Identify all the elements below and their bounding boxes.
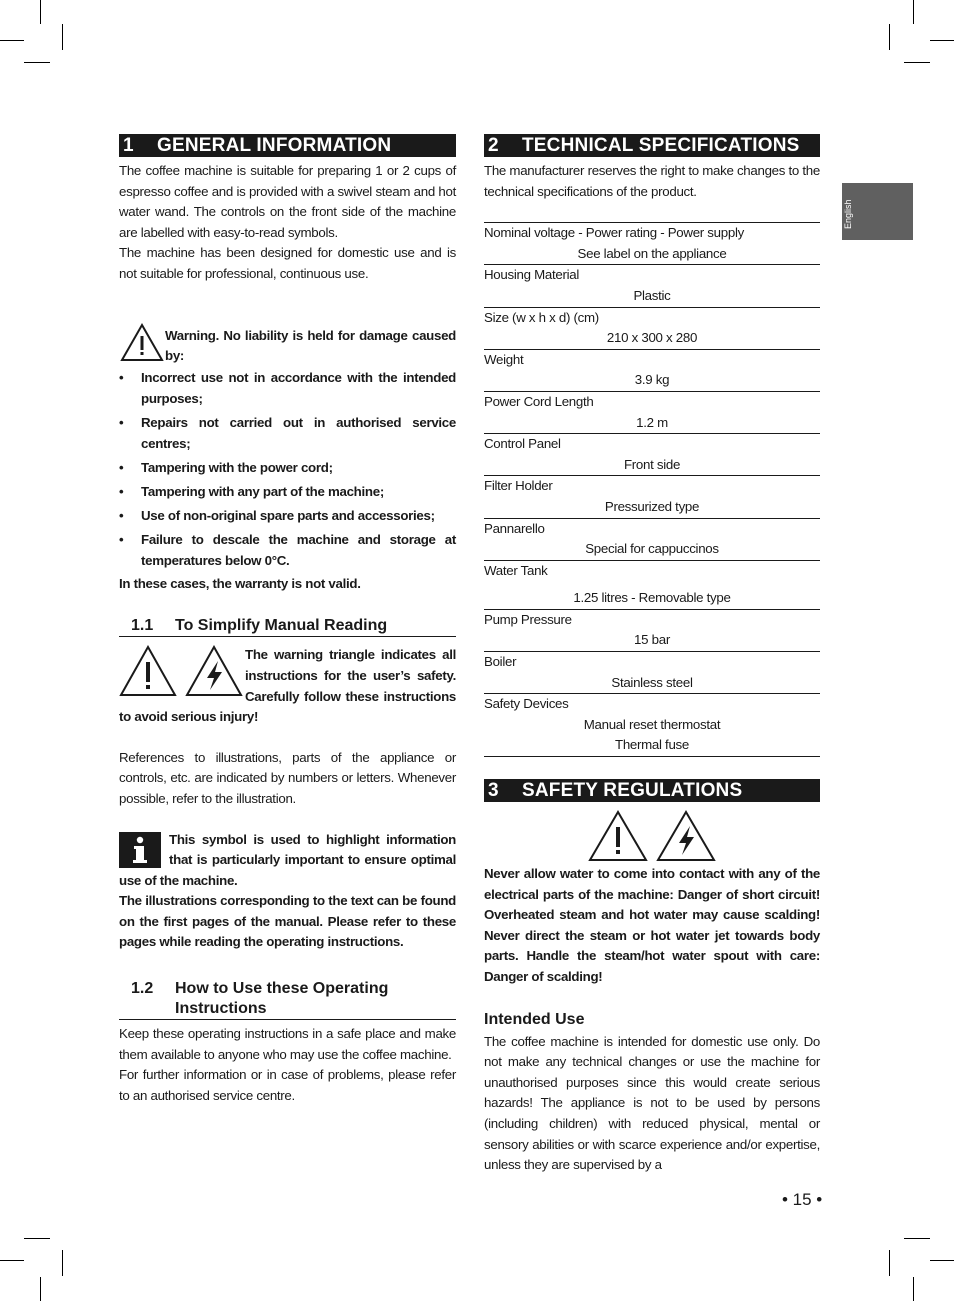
domestic-use-paragraph: The machine has been designed for domestic use and is not suitable for professional, continuous use. <box>119 245 456 281</box>
warning-triangle-icon <box>588 810 648 862</box>
list-item: • Incorrect use not in accordance with the intended purposes; <box>119 367 456 409</box>
triangle-block <box>119 645 456 727</box>
warning-title: Warning. No liability is held for damage caused by: <box>165 327 456 364</box>
section-3-heading: 3 SAFETY REGULATIONS <box>484 779 820 802</box>
table-row: Pump Pressure 15 bar <box>484 609 820 651</box>
page-number: • 15 • <box>782 1190 823 1209</box>
service-centre-paragraph: For further information or in case of problems, please refer to an authorised service centre. <box>119 1067 456 1103</box>
warning-triangle-icon <box>119 645 177 697</box>
table-row: Nominal voltage - Power rating - Power supply See label on the appliance <box>484 222 820 264</box>
table-row: Weight 3.9 kg <box>484 349 820 391</box>
safety-warning-text: Never allow water to come into contact with any of the electrical parts of the machine: Danger of short circuit! Overheated steam and hot water may cause scalding! Never direct the steam or hot water jet towards body parts. Handle the steam/hot water spout with care: Danger of scalding! <box>484 866 820 984</box>
table-row: Housing Material Plastic <box>484 264 820 306</box>
warning-block <box>119 326 456 367</box>
warning-list <box>119 367 456 571</box>
list-item: • Use of non-original spare parts and accessories; <box>119 505 456 526</box>
table-row: Size (w x h x d) (cm) 210 x 300 x 280 <box>484 307 820 349</box>
safety-instruction-text: The warning triangle indicates all instructions for the user’s safety. Carefully follow these instructions to avoid serious injury! <box>119 647 456 725</box>
list-item: • Tampering with any part of the machine; <box>119 481 456 502</box>
manufacturer-note: The manufacturer reserves the right to make changes to the technical specifications of the product. <box>484 163 820 199</box>
section-2-heading: 2 TECHNICAL SPECIFICATIONS <box>484 134 820 157</box>
triangle-icons <box>119 645 245 697</box>
general-info-paragraph: The coffee machine is suitable for preparing 1 or 2 cups of espresso coffee and is provided with a swivel steam and hot water wand. The controls on the front side of the machine are labelled with easy-to-read symbols. <box>119 163 456 240</box>
table-row: Safety Devices Manual reset thermostat Thermal fuse <box>484 693 820 756</box>
warranty-note: In these cases, the warranty is not valid. <box>119 575 361 591</box>
info-icon <box>119 832 161 868</box>
illustrations-note: The illustrations corresponding to the text can be found on the first pages of the manual. Please refer to these pages while reading the operating instructions. <box>119 893 456 950</box>
info-block <box>119 830 456 954</box>
spec-table <box>484 222 820 757</box>
language-tab <box>842 183 913 240</box>
table-row: Boiler Stainless steel <box>484 651 820 693</box>
subsection-1-1-heading: 1.1 To Simplify Manual Reading <box>119 616 456 637</box>
list-item: • Repairs not carried out in authorised service centres; <box>119 412 456 454</box>
list-item: • Tampering with the power cord; <box>119 457 456 478</box>
left-column <box>119 134 456 1106</box>
list-item: • Failure to descale the machine and storage at temperatures below 0°C. <box>119 529 456 571</box>
info-text: This symbol is used to highlight information that is particularly important to ensure optimal use of the machine. <box>119 831 456 888</box>
references-paragraph: References to illustrations, parts of the appliance or controls, etc. are indicated by numbers or letters. Whenever possible, refer to the illustration. <box>119 749 456 806</box>
warning-triangle-icon <box>119 322 165 362</box>
subsection-1-2-heading: 1.2 How to Use these Operating Instructions <box>119 979 456 1020</box>
language-tab-label: English <box>843 199 853 229</box>
table-row: Power Cord Length 1.2 m <box>484 391 820 433</box>
table-row: Filter Holder Pressurized type <box>484 475 820 517</box>
section-1-heading: 1 GENERAL INFORMATION <box>119 134 456 157</box>
hazard-icons <box>484 810 820 862</box>
electric-hazard-icon <box>656 810 716 862</box>
electric-hazard-icon <box>185 645 243 697</box>
info-icon-wrap <box>119 830 169 870</box>
intended-use-text: The coffee machine is intended for domestic use only. Do not make any technical changes or use the machine for unauthorised purposes since this would create serious hazards! The appliance is not to be used by persons (including children) with reduced physical, mental or sensory abilities or with scarce experience and/or expertise, unless they are supervised by a <box>484 1033 820 1173</box>
table-row: Pannarello Special for cappuccinos <box>484 518 820 560</box>
keep-instructions-paragraph: Keep these operating instructions in a safe place and make them available to anyone who may use the coffee machine. <box>119 1026 456 1062</box>
intended-use-heading: Intended Use <box>484 1010 585 1028</box>
table-row: Control Panel Front side <box>484 433 820 475</box>
right-column <box>484 134 820 1176</box>
table-row: Water Tank 1.25 litres - Removable type <box>484 560 820 609</box>
